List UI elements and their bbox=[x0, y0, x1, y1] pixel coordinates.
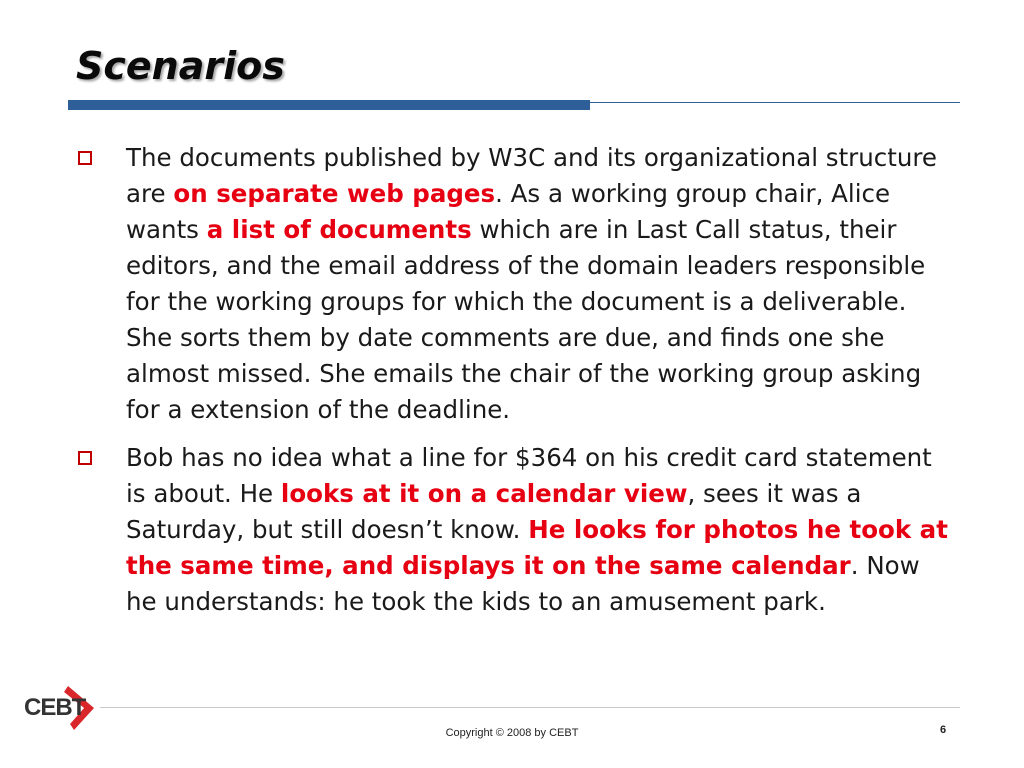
cebt-logo bbox=[20, 680, 100, 736]
page-number: 6 bbox=[940, 724, 947, 736]
bullet-item bbox=[74, 140, 954, 428]
square-bullet-icon bbox=[78, 151, 92, 165]
bullet-text-segment: , sees it was a Saturday, but still doesn’t know. bbox=[126, 479, 862, 544]
bullet-text-segment: which are in Last Call status, their editors, and the email address of the domain leaders responsible for the working groups for which the document is a deliverable. She sorts them by date comments are due, and finds one she almost missed. She emails the chair of the working group asking for a extension of the deadline. bbox=[126, 215, 926, 424]
title-underline-thick bbox=[68, 100, 590, 110]
logo-text: CEBT bbox=[24, 694, 86, 721]
title-underline-thin bbox=[590, 102, 960, 103]
bullet-text-segment: Bob has no idea what a line for $364 on his credit card statement is about. He bbox=[126, 443, 932, 508]
highlighted-phrase: on separate web pages bbox=[173, 179, 496, 208]
slide-body bbox=[74, 140, 954, 632]
bullet-text-segment: . As a working group chair, Alice wants bbox=[126, 179, 891, 244]
highlighted-phrase: looks at it on a calendar view bbox=[280, 479, 688, 508]
bullet-text bbox=[126, 140, 954, 428]
highlighted-phrase: He looks for photos he took at the same time, and displays it on the same calendar bbox=[126, 515, 948, 580]
bullet-text-segment: The documents published by W3C and its organizational structure are bbox=[126, 143, 937, 208]
footer-divider bbox=[100, 707, 960, 708]
bullet-text bbox=[126, 440, 954, 620]
bullet-text-segment: . Now he understands: he took the kids to an amusement park. bbox=[126, 551, 920, 616]
square-bullet-icon bbox=[78, 451, 92, 465]
slide-title: Scenarios bbox=[76, 44, 285, 88]
bullet-item bbox=[74, 440, 954, 620]
copyright-text: Copyright © 2008 by CEBT bbox=[445, 727, 579, 739]
highlighted-phrase: a list of documents bbox=[206, 215, 472, 244]
